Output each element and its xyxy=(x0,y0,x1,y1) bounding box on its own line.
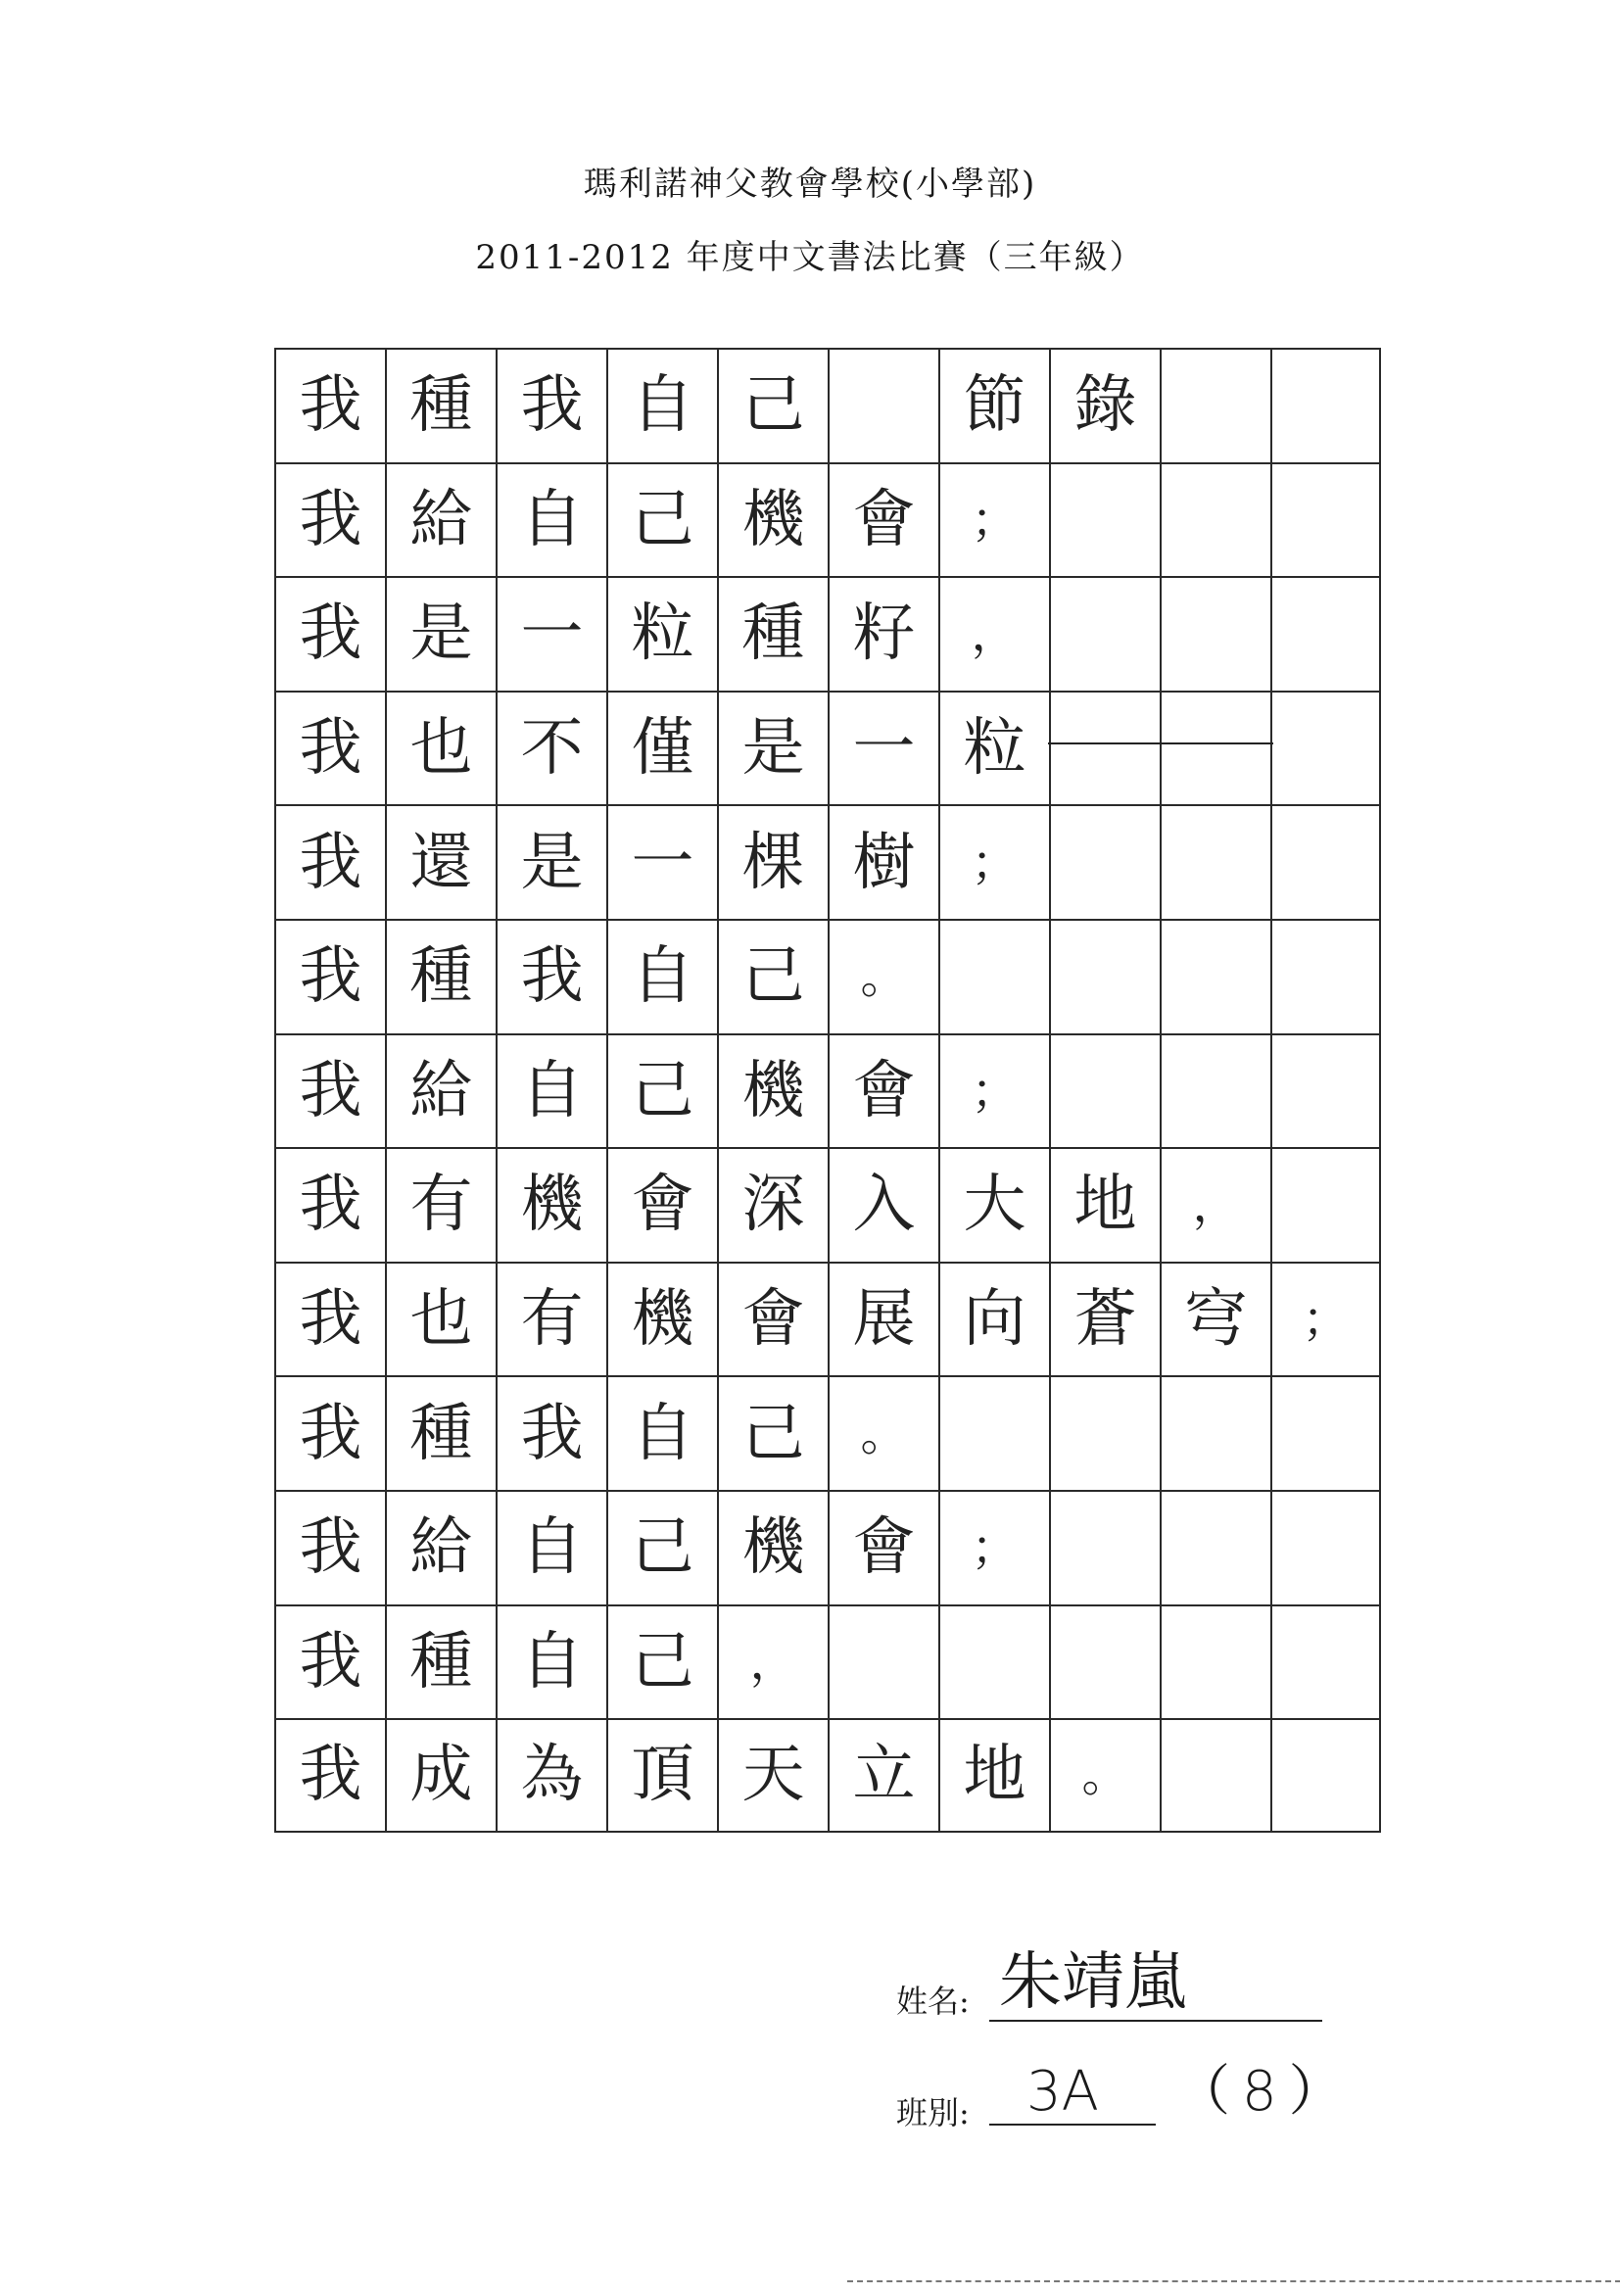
grid-cell: 機 xyxy=(717,1033,828,1148)
grid-cell: 成 xyxy=(385,1718,496,1833)
grid-cell: 立 xyxy=(828,1718,938,1833)
grid-cell xyxy=(1049,804,1160,919)
grid-cell: 穹 xyxy=(1160,1262,1270,1376)
grid-cell: 棵 xyxy=(717,804,828,919)
grid-cell: 我 xyxy=(496,348,606,462)
grid-cell xyxy=(1160,576,1270,691)
grid-cell: 我 xyxy=(274,804,385,919)
class-value: 3A xyxy=(989,2061,1156,2126)
grid-cell: 是 xyxy=(496,804,606,919)
grid-cell: 自 xyxy=(496,462,606,577)
grid-cell: 機 xyxy=(496,1147,606,1262)
grid-cell: 。 xyxy=(1049,1718,1160,1833)
grid-cell xyxy=(1270,1718,1381,1833)
grid-cell: 深 xyxy=(717,1147,828,1262)
grid-cell xyxy=(1049,1604,1160,1719)
grid-cell: 一 xyxy=(496,576,606,691)
grid-cell: 機 xyxy=(606,1262,717,1376)
grid-row xyxy=(274,1604,1381,1719)
grid-cell xyxy=(1160,804,1270,919)
grid-row xyxy=(274,1718,1381,1833)
grid-cell: 己 xyxy=(606,462,717,577)
grid-cell: 也 xyxy=(385,1262,496,1376)
grid-cell: 頂 xyxy=(606,1718,717,1833)
grid-cell: 我 xyxy=(274,1604,385,1719)
grid-cell: 我 xyxy=(274,691,385,805)
grid-cell: 自 xyxy=(496,1033,606,1148)
grid-cell: 給 xyxy=(385,1033,496,1148)
grid-row xyxy=(274,1375,1381,1490)
grid-cell xyxy=(1160,1375,1270,1490)
grid-cell xyxy=(1270,462,1381,577)
grid-cell xyxy=(1049,1033,1160,1148)
grid-cell xyxy=(938,919,1049,1033)
grid-cell: 機 xyxy=(717,1490,828,1604)
grid-cell xyxy=(1049,691,1160,805)
grid-cell: 一 xyxy=(606,804,717,919)
grid-cell: 也 xyxy=(385,691,496,805)
grid-cell: 我 xyxy=(274,1262,385,1376)
grid-cell xyxy=(1160,691,1270,805)
grid-row xyxy=(274,1262,1381,1376)
grid-cell xyxy=(1270,691,1381,805)
grid-cell: 己 xyxy=(606,1033,717,1148)
grid-cell xyxy=(1160,919,1270,1033)
grid-cell: 己 xyxy=(606,1490,717,1604)
grid-cell xyxy=(1270,919,1381,1033)
grid-row xyxy=(274,919,1381,1033)
grid-row xyxy=(274,691,1381,805)
grid-cell: 給 xyxy=(385,462,496,577)
grid-cell: 會 xyxy=(606,1147,717,1262)
grid-cell: 自 xyxy=(496,1604,606,1719)
grid-cell: ， xyxy=(938,576,1049,691)
grid-cell: 我 xyxy=(274,1375,385,1490)
grid-cell xyxy=(1160,1490,1270,1604)
grid-cell: 種 xyxy=(385,1604,496,1719)
grid-cell: 向 xyxy=(938,1262,1049,1376)
grid-cell xyxy=(1049,1375,1160,1490)
grid-cell xyxy=(1270,576,1381,691)
grid-cell xyxy=(1049,919,1160,1033)
grid-cell: 地 xyxy=(938,1718,1049,1833)
cross-out-line xyxy=(1048,742,1273,744)
grid-cell: 會 xyxy=(828,462,938,577)
grid-cell xyxy=(1160,1033,1270,1148)
grid-row xyxy=(274,1147,1381,1262)
grid-cell xyxy=(938,1604,1049,1719)
grid-cell: 我 xyxy=(274,919,385,1033)
grid-cell: 一 xyxy=(828,691,938,805)
grid-cell: ； xyxy=(1270,1262,1381,1376)
grid-cell: 地 xyxy=(1049,1147,1160,1262)
grid-cell: 展 xyxy=(828,1262,938,1376)
grid-cell xyxy=(1270,1375,1381,1490)
grid-cell: 天 xyxy=(717,1718,828,1833)
grid-cell: 種 xyxy=(385,919,496,1033)
grid-cell xyxy=(1160,1604,1270,1719)
grid-cell: 給 xyxy=(385,1490,496,1604)
grid-cell xyxy=(1049,576,1160,691)
grid-cell: 還 xyxy=(385,804,496,919)
grid-cell: 我 xyxy=(496,919,606,1033)
grid-cell: 我 xyxy=(274,1718,385,1833)
grid-cell: 籽 xyxy=(828,576,938,691)
grid-row xyxy=(274,1033,1381,1148)
grid-cell xyxy=(1270,348,1381,462)
grid-cell: 我 xyxy=(274,462,385,577)
grid-cell: 自 xyxy=(606,1375,717,1490)
name-label: 姓名: xyxy=(896,1983,970,2020)
grid-cell: 我 xyxy=(496,1375,606,1490)
grid-cell: 我 xyxy=(274,348,385,462)
grid-cell: 入 xyxy=(828,1147,938,1262)
class-number: （8） xyxy=(1175,2060,1356,2124)
student-name: 朱靖嵐 xyxy=(989,1947,1322,2022)
grid-cell: 不 xyxy=(496,691,606,805)
grid-cell: ； xyxy=(938,1490,1049,1604)
grid-cell: 己 xyxy=(717,1375,828,1490)
page-edge-rule xyxy=(847,2280,1620,2282)
grid-cell: 為 xyxy=(496,1718,606,1833)
grid-cell: 我 xyxy=(274,1033,385,1148)
grid-cell xyxy=(828,348,938,462)
grid-cell: 會 xyxy=(828,1490,938,1604)
grid-cell: 己 xyxy=(717,348,828,462)
grid-cell: 我 xyxy=(274,1147,385,1262)
grid-cell: 是 xyxy=(385,576,496,691)
grid-row xyxy=(274,462,1381,577)
contest-title: 2011-2012 年度中文書法比賽（三年級） xyxy=(475,238,1145,277)
grid-cell: ， xyxy=(1160,1147,1270,1262)
grid-cell: 有 xyxy=(385,1147,496,1262)
grid-cell xyxy=(1270,1604,1381,1719)
grid-row xyxy=(274,1490,1381,1604)
grid-cell: 僅 xyxy=(606,691,717,805)
grid-cell xyxy=(1049,462,1160,577)
grid-cell: 自 xyxy=(496,1490,606,1604)
grid-cell: 大 xyxy=(938,1147,1049,1262)
grid-cell: 己 xyxy=(717,919,828,1033)
grid-cell: 是 xyxy=(717,691,828,805)
grid-cell xyxy=(828,1604,938,1719)
grid-cell xyxy=(1270,1147,1381,1262)
grid-cell: 粒 xyxy=(938,691,1049,805)
grid-cell: 蒼 xyxy=(1049,1262,1160,1376)
grid-cell: ； xyxy=(938,804,1049,919)
grid-cell xyxy=(1270,804,1381,919)
grid-cell: 自 xyxy=(606,919,717,1033)
grid-row xyxy=(274,576,1381,691)
calligraphy-grid xyxy=(274,348,1381,1833)
grid-row xyxy=(274,804,1381,919)
grid-cell: 種 xyxy=(385,1375,496,1490)
grid-row xyxy=(274,348,1381,462)
class-label: 班別: xyxy=(896,2094,970,2131)
grid-cell: 我 xyxy=(274,576,385,691)
grid-cell: 種 xyxy=(385,348,496,462)
grid-cell: ， xyxy=(717,1604,828,1719)
grid-cell: 會 xyxy=(828,1033,938,1148)
grid-cell: ； xyxy=(938,1033,1049,1148)
grid-cell: 種 xyxy=(717,576,828,691)
grid-cell: 自 xyxy=(606,348,717,462)
grid-cell: 粒 xyxy=(606,576,717,691)
grid-cell: 節 xyxy=(938,348,1049,462)
grid-cell: 己 xyxy=(606,1604,717,1719)
school-name: 瑪利諾神父教會學校(小學部) xyxy=(583,165,1037,204)
grid-cell xyxy=(938,1375,1049,1490)
grid-cell: 會 xyxy=(717,1262,828,1376)
grid-cell: 。 xyxy=(828,919,938,1033)
grid-cell: 機 xyxy=(717,462,828,577)
grid-cell: 錄 xyxy=(1049,348,1160,462)
grid-cell xyxy=(1160,1718,1270,1833)
grid-cell xyxy=(1270,1033,1381,1148)
grid-cell: 。 xyxy=(828,1375,938,1490)
grid-cell: 樹 xyxy=(828,804,938,919)
grid-cell xyxy=(1049,1490,1160,1604)
grid-cell xyxy=(1270,1490,1381,1604)
grid-cell xyxy=(1160,462,1270,577)
grid-cell: 有 xyxy=(496,1262,606,1376)
grid-cell: 我 xyxy=(274,1490,385,1604)
grid-cell: ； xyxy=(938,462,1049,577)
grid-cell xyxy=(1160,348,1270,462)
